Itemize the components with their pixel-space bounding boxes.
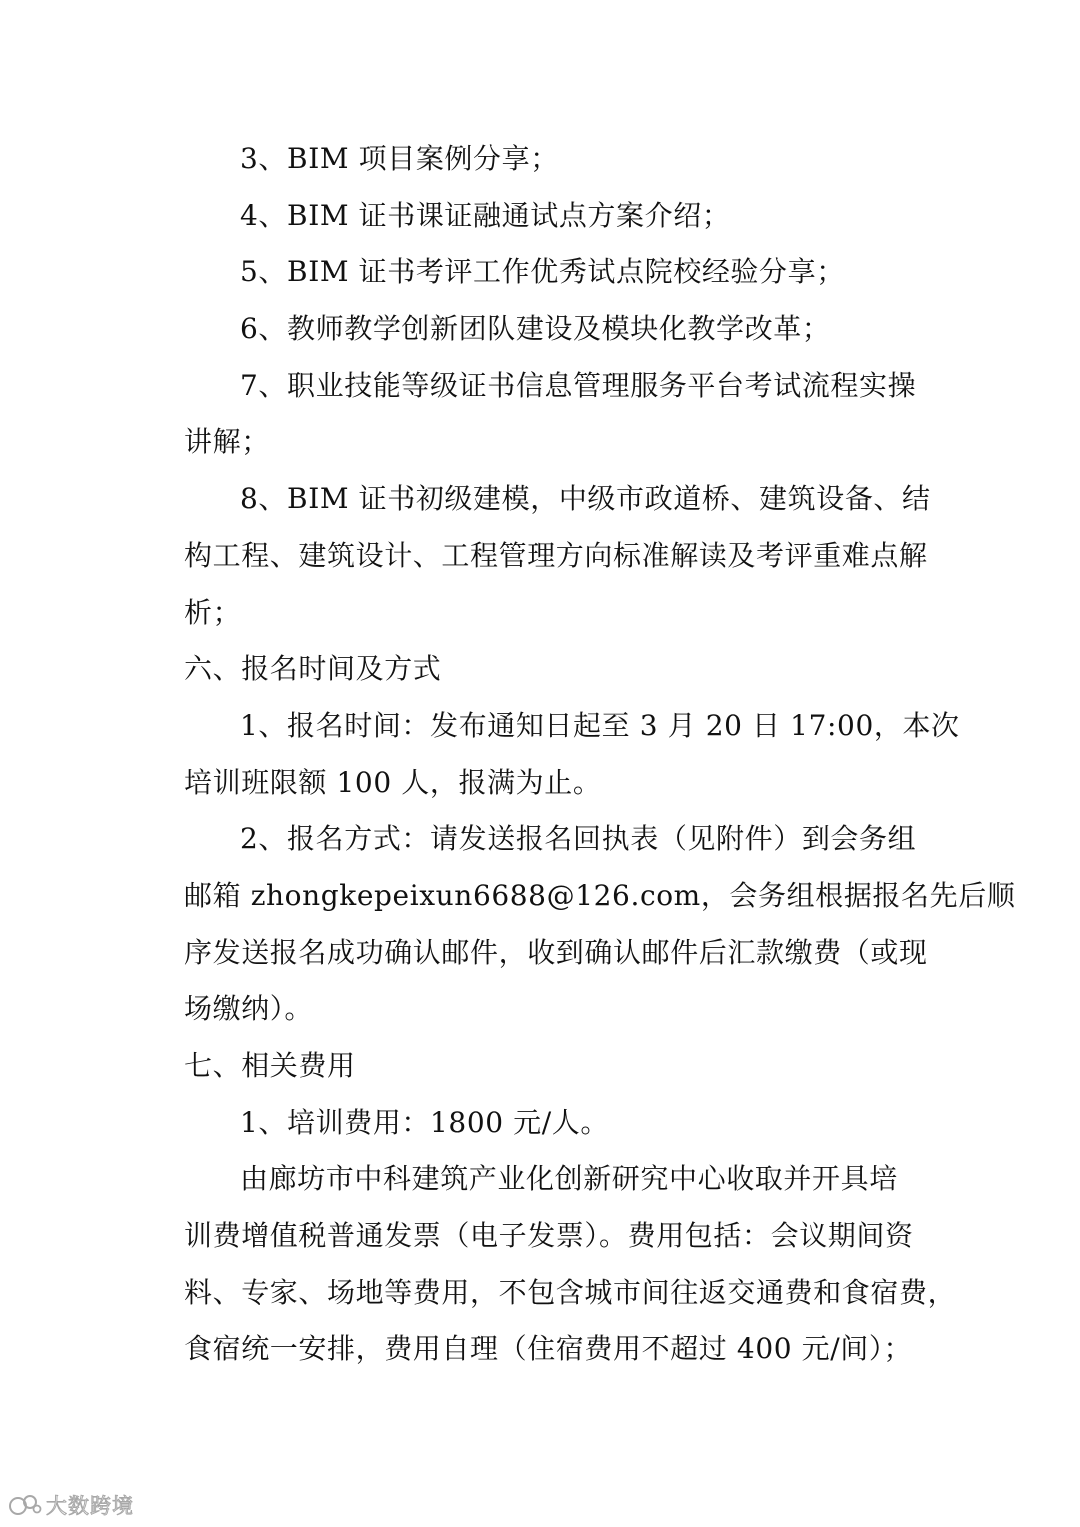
fee-details: 由廊坊市中科建筑产业化创新研究中心收取并开具培 — [240, 1162, 898, 1196]
agenda-item-8: 8、BIM 证书初级建模，中级市政道桥、建筑设备、结 — [240, 482, 931, 516]
registration-time-continued: 培训班限额 100 人，报满为止。 — [184, 765, 602, 799]
fee-details-continued: 训费增值税普通发票（电子发票）。费用包括：会议期间资 — [184, 1219, 914, 1253]
watermark — [8, 1490, 134, 1520]
document-body — [184, 131, 1016, 1378]
agenda-item-3: 3、BIM 项目案例分享； — [240, 142, 559, 175]
section-heading-registration: 六、报名时间及方式 — [184, 652, 442, 686]
agenda-item-5: 5、BIM 证书考评工作优秀试点院校经验分享； — [240, 255, 845, 289]
registration-method: 2、报名方式：请发送报名回执表（见附件）到会务组 — [240, 822, 917, 856]
registration-time: 1、报名时间：发布通知日起至 3 月 20 日 17:00，本次 — [240, 708, 960, 742]
agenda-item-8-continued: 析； — [184, 595, 242, 629]
agenda-item-7-continued: 讲解； — [184, 425, 270, 459]
bubble-logo-icon — [8, 1492, 42, 1518]
fee-details-continued: 料、专家、场地等费用，不包含城市间往返交通费和食宿费， — [184, 1275, 957, 1309]
registration-method-continued: 邮箱 zhongkepeixun6688@126.com，会务组根据报名先后顺 — [184, 878, 1016, 912]
agenda-item-6: 6、教师教学创新团队建设及模块化教学改革； — [240, 312, 831, 346]
training-fee: 1、培训费用：1800 元/人。 — [240, 1105, 610, 1139]
section-heading-fees: 七、相关费用 — [184, 1049, 356, 1082]
watermark-text: 大数跨境 — [46, 1494, 134, 1518]
registration-method-continued: 场缴纳）。 — [184, 992, 314, 1026]
agenda-item-8-continued: 构工程、建筑设计、工程管理方向标准解读及考评重难点解 — [184, 538, 928, 572]
agenda-item-7: 7、职业技能等级证书信息管理服务平台考试流程实操 — [240, 368, 917, 402]
fee-details-continued: 食宿统一安排，费用自理（住宿费用不超过 400 元/间）； — [184, 1332, 913, 1366]
registration-method-continued: 序发送报名成功确认邮件，收到确认邮件后汇款缴费（或现 — [184, 935, 928, 969]
agenda-item-4: 4、BIM 证书课证融通试点方案介绍； — [240, 198, 731, 232]
